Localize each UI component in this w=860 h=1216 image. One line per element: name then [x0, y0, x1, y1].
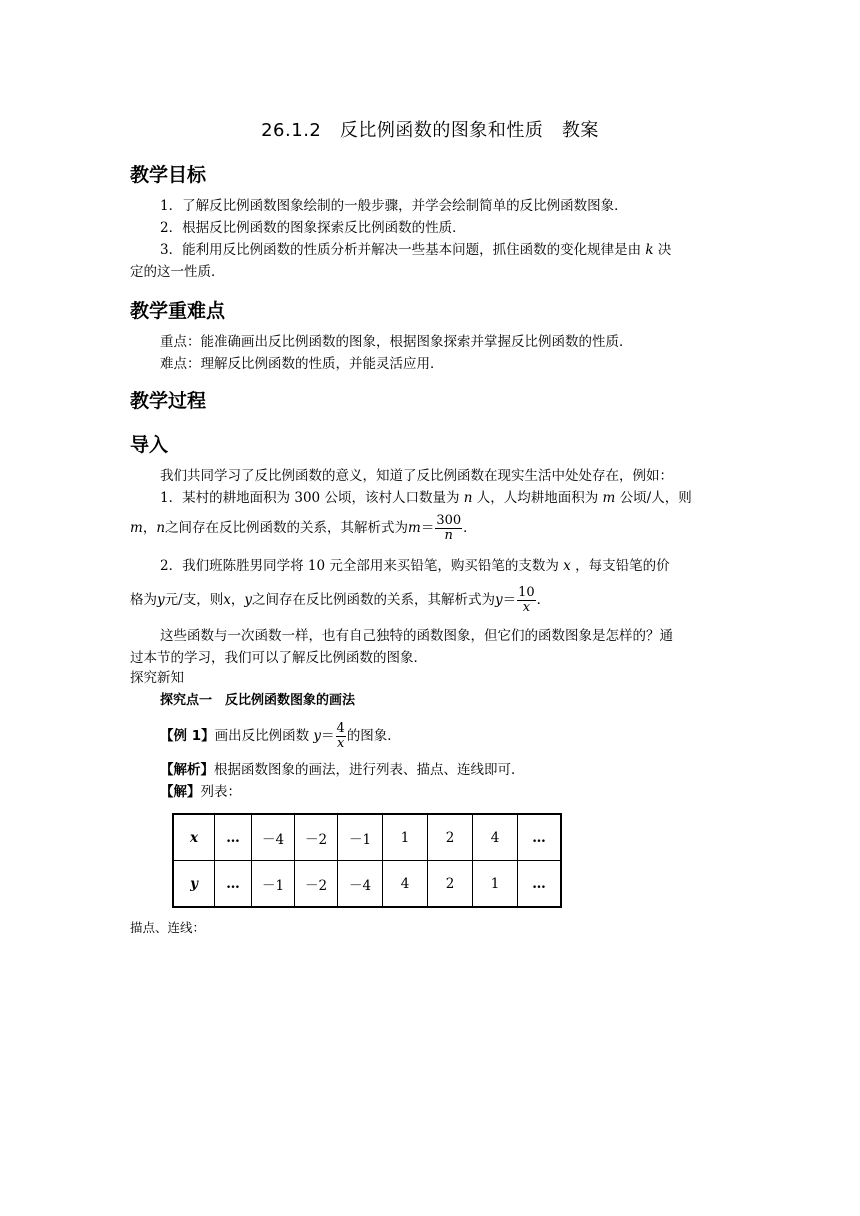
- goal-3-cont: 定的这一性质．: [130, 264, 225, 280]
- table-cell: 4: [473, 814, 518, 861]
- table-cell-ellipsis: …: [215, 861, 252, 908]
- solution-tag: 【解】: [160, 784, 201, 800]
- table-header-y: y: [173, 861, 215, 908]
- table-cell-ellipsis: …: [215, 814, 252, 861]
- goal-2: 2．根据反比例函数的图象探索反比例函数的性质．: [160, 220, 466, 236]
- fraction-denominator: x: [337, 736, 345, 751]
- var-x: x: [223, 592, 231, 608]
- var-m: m: [130, 520, 143, 536]
- text-segment: 公顷/人，则: [619, 490, 692, 506]
- goal-3: [160, 240, 730, 260]
- formula-eq: ＝: [502, 592, 517, 608]
- solution-text: 列表：: [200, 784, 241, 800]
- text-segment: 人，人均耕地面积为: [476, 490, 599, 506]
- fraction-numerator: 300: [436, 513, 462, 528]
- goal-3-k: k: [645, 242, 654, 258]
- formula-eq: ＝: [420, 520, 435, 536]
- summary-line-1: 这些函数与一次函数一样，也有自己独特的函数图象，但它们的函数图象是怎样的？通: [160, 628, 673, 644]
- table-row-y: [173, 861, 561, 908]
- heading-teaching-process: 教学过程: [130, 390, 207, 412]
- text-segment: 1．某村的耕地面积为 300 公顷，该村人口数量为: [160, 490, 460, 506]
- var-x: x: [563, 558, 571, 574]
- example-text: 画出反比例函数: [214, 728, 310, 744]
- text-segment: 之间存在反比例函数的关系，其解析式为: [165, 520, 409, 536]
- text-segment: 之间存在反比例函数的关系，其解析式为: [251, 592, 495, 608]
- table-cell: 2: [428, 861, 473, 908]
- analysis-text: 根据函数图象的画法，进行列表、描点、连线即可．: [214, 762, 525, 778]
- fraction-denominator: x: [522, 600, 531, 615]
- table-cell: 2: [428, 814, 473, 861]
- formula-eq: ＝: [321, 728, 335, 744]
- var-m: m: [602, 490, 616, 506]
- text-segment: 格为: [130, 592, 157, 608]
- fraction-300-over-n: [435, 514, 462, 543]
- example-2-line-1: [160, 556, 730, 576]
- var-n: n: [156, 520, 166, 536]
- table-cell: －1: [252, 861, 295, 908]
- formula-lhs: y: [313, 728, 322, 744]
- point-1-heading: 探究点一 反比例函数图象的画法: [160, 693, 356, 708]
- table-cell: －2: [295, 861, 338, 908]
- table-cell: －2: [295, 814, 338, 861]
- table-cell: －4: [252, 814, 295, 861]
- text-segment: 2．我们班陈胜男同学将 10 元全部用来买铅笔，购买铅笔的支数为: [160, 558, 559, 574]
- example-1-line-2: [130, 514, 730, 543]
- solution-line: [160, 782, 760, 802]
- example-1-line-1: [160, 488, 730, 508]
- text-segment: 元/支，则: [164, 592, 224, 608]
- text-segment: ．: [536, 592, 551, 608]
- key-difficulty: 难点：理解反比例函数的性质，并能灵活应用．: [160, 356, 444, 372]
- table-cell-ellipsis: …: [518, 814, 562, 861]
- goal-3-tail: 决: [657, 242, 672, 258]
- key-focus: 重点：能准确画出反比例函数的图象，根据图象探索并掌握反比例函数的性质．: [160, 334, 633, 350]
- example-tag: 【例 1】: [160, 728, 215, 744]
- goal-1: 1．了解反比例函数图象绘制的一般步骤，并学会绘制简单的反比例函数图象．: [160, 198, 628, 214]
- table-cell-ellipsis: …: [518, 861, 562, 908]
- example-2-line-2: [130, 586, 730, 615]
- fraction-numerator: 10: [518, 585, 535, 600]
- heading-key-points: 教学重难点: [130, 300, 226, 322]
- table-cell: －1: [338, 814, 383, 861]
- text-segment: ，: [230, 592, 245, 608]
- fraction-10-over-x: [517, 586, 536, 615]
- fraction-4-over-x: [336, 722, 346, 751]
- heading-intro: 导入: [130, 434, 169, 456]
- fraction-denominator: n: [444, 528, 453, 543]
- example-1-prompt: [160, 722, 760, 751]
- document-title: 26.1.2 反比例函数的图象和性质 教案: [261, 120, 599, 141]
- fraction-numerator: 4: [336, 721, 345, 736]
- heading-teaching-goals: 教学目标: [130, 164, 207, 186]
- plot-instruction: 描点、连线：: [130, 920, 206, 935]
- table-header-x: x: [173, 814, 215, 861]
- formula-lhs: m: [408, 520, 421, 536]
- table-cell: 1: [383, 814, 428, 861]
- var-y: y: [157, 592, 165, 608]
- explore-label: 探究新知: [130, 670, 184, 686]
- table-cell: 4: [383, 861, 428, 908]
- formula-lhs: y: [494, 592, 503, 608]
- intro-text: 我们共同学习了反比例函数的意义，知道了反比例函数在现实生活中处处存在，例如：: [160, 468, 673, 484]
- text-segment: ．: [463, 520, 477, 536]
- text-segment: ，每支铅笔的价: [575, 558, 670, 574]
- goal-3-text: 3．能利用反比例函数的性质分析并解决一些基本问题，抓住函数的变化规律是由: [160, 242, 642, 258]
- example-tail: 的图象．: [346, 728, 401, 744]
- var-y: y: [244, 592, 252, 608]
- table-row-x: [173, 814, 561, 861]
- value-table: [172, 813, 562, 908]
- table-cell: 1: [473, 861, 518, 908]
- summary-line-2: 过本节的学习，我们可以了解反比例函数的图象．: [130, 650, 427, 666]
- analysis-tag: 【解析】: [160, 762, 214, 778]
- analysis-line: [160, 760, 760, 780]
- text-segment: ，: [142, 520, 157, 536]
- var-n: n: [463, 490, 473, 506]
- table-cell: －4: [338, 861, 383, 908]
